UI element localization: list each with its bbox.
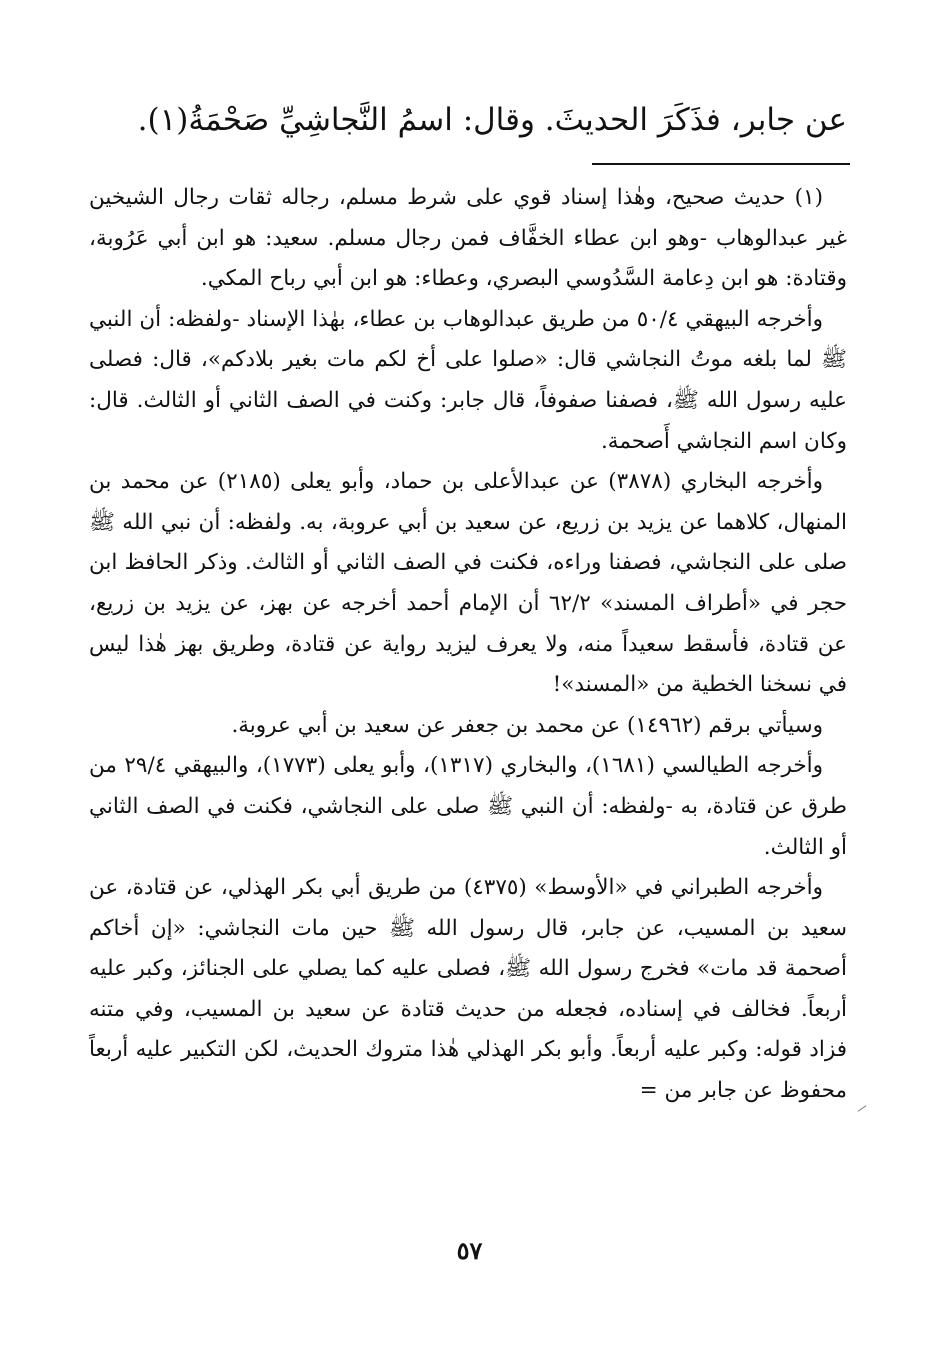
main-text-line: عن جابر، فذَكَرَ الحديثَ. وقال: اسمُ النَّجاشِيِّ صَحْمَةُ(١). [137,102,847,138]
footnote-paragraph: وأخرجه الطيالسي (١٦٨١)، والبخاري (١٣١٧)، وأبو يعلى (١٧٧٣)، والبيهقي ٢٩/٤ من طرق عن قتادة، به -ولفظه: أن النبي ﷺ صلى على النجاشي، فكنت في الصف الثاني أو الثالث. [89,753,847,860]
footnote-separator [592,163,850,165]
page-number: ٥٧ [456,1236,483,1265]
footnote-paragraph: وأخرجه الطبراني في «الأوسط» (٤٣٧٥) من طريق أبي بكر الهذلي، عن قتادة، عن سعيد بن المسيب، عن جابر، قال رسول الله ﷺ حين مات النجاشي: «إن أخاكم أصحمة قد مات» فخرج رسول الله ﷺ، فصلى عليه كما يصلي على الجنائز، وكبر عليه أربعاً. فخالف في إسناده، فجعله من حديث قتادة عن سعيد بن المسيب، وفي متنه فزاد قوله: وكبر عليه أربعاً. وأبو بكر الهذلي هٰذا متروك الحديث، لكن التكبير عليه أربعاً محفوظ عن جابر من = [89,875,847,1104]
footnote-paragraph: وسيأتي برقم (١٤٩٦٢) عن محمد بن جعفر عن سعيد بن أبي عروبة. [231,712,823,738]
footnote-paragraph: (١) حديث صحيح، وهٰذا إسناد قوي على شرط مسلم، رجاله ثقات رجال الشيخين غير عبدالوهاب -وهو ابن عطاء الخفَّاف فمن رجال مسلم. سعيد: هو ابن أبي عَرُوبة، وقتادة: هو ابن دِعامة السَّدُوسي البصري، وعطاء: هو ابن أبي رباح المكي. [89,185,847,292]
margin-mark [858,1105,867,1112]
footnotes-block [89,178,847,1112]
footnote-paragraph: وأخرجه البخاري (٣٨٧٨) عن عبدالأعلى بن حماد، وأبو يعلى (٢١٨٥) عن محمد بن المنهال، كلاهما عن يزيد بن زريع، عن سعيد بن أبي عروبة، به. ولفظه: أن نبي الله ﷺ صلى على النجاشي، فصفنا وراءه، فكنت في الصف الثاني أو الثالث. وذكر الحافظ ابن حجر في «أطراف المسند» ٦٢/٢ أن الإمام أحمد أخرجه عن بهز، عن يزيد بن زريع، عن قتادة، فأسقط سعيداً منه، ولا يعرف ليزيد رواية عن قتادة، وطريق بهز هٰذا ليس في نسخنا الخطية من «المسند»! [89,469,847,698]
footnote-paragraph: وأخرجه البيهقي ٥٠/٤ من طريق عبدالوهاب بن عطاء، بهٰذا الإسناد -ولفظه: أن النبي ﷺ لما بلغه موتُ النجاشي قال: «صلوا على أخ لكم مات بغير بلادكم»، قال: فصلى عليه رسول الله ﷺ، فصفنا صفوفاً، قال جابر: وكنت في الصف الثاني أو الثالث. قال: وكان اسم النجاشي أَصحمة. [89,306,847,454]
